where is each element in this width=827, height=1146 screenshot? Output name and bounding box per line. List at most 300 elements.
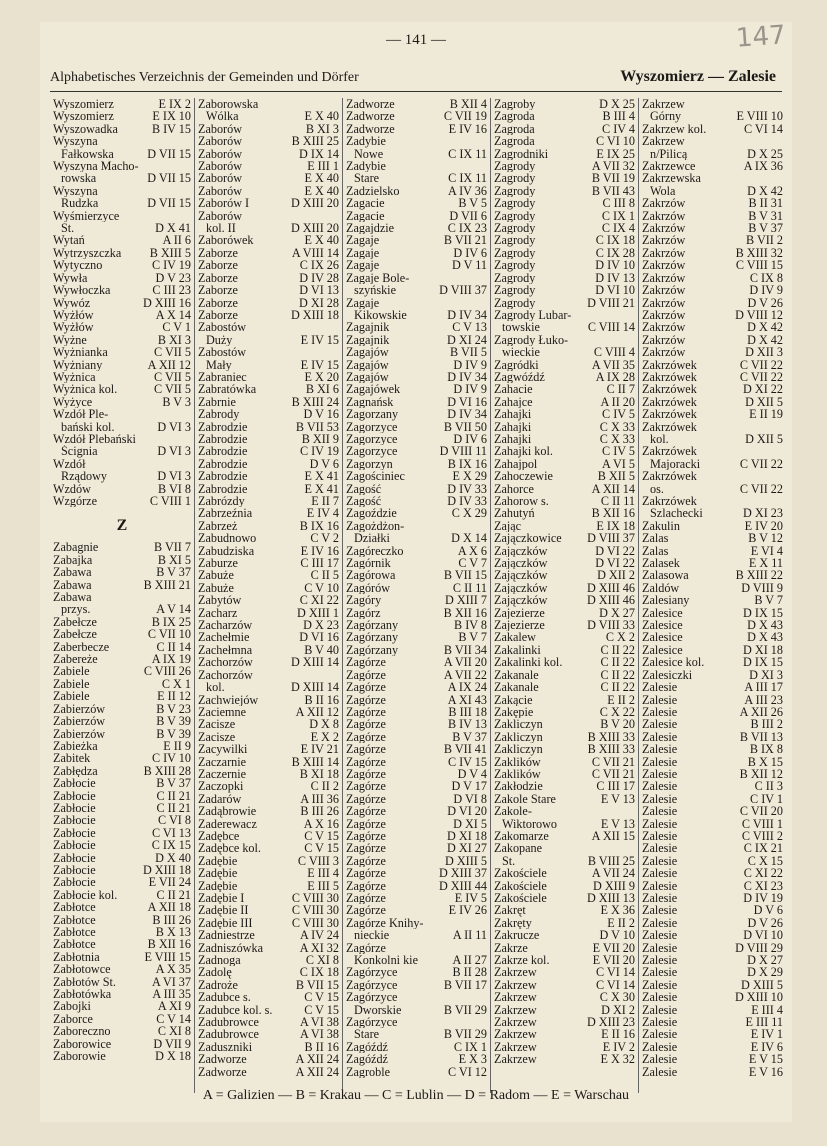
place-name: Zagórze (346, 668, 386, 682)
index-entry (53, 148, 191, 160)
map-code: C VIII 2 (741, 828, 783, 843)
place-name: Zagórzyce (346, 1016, 398, 1029)
index-entry (346, 842, 487, 854)
map-code: D V 17 (451, 779, 487, 794)
place-name: Zakościele (494, 867, 547, 880)
place-name: Zagórze (346, 817, 386, 830)
index-entry (494, 259, 635, 271)
place-name: Wzdół Plebański (53, 432, 136, 446)
place-name: Zakościele (494, 879, 547, 892)
place-name: Zakrzew (494, 1053, 537, 1066)
map-code: D IV 9 (453, 382, 487, 397)
place-name: Zabiele (53, 665, 90, 678)
map-code: B XIII 28 (143, 763, 191, 778)
place-name: Zagóźdź (346, 1053, 388, 1066)
index-entry (494, 408, 635, 420)
place-name: Zadębie (198, 879, 238, 892)
map-code: A IX 28 (595, 369, 635, 384)
index-entry (198, 929, 339, 941)
place-name: Zagaje Bole- (346, 271, 410, 285)
map-code: D VI 3 (157, 469, 191, 484)
place-name: Zabłotce (53, 926, 96, 939)
map-code: D V 11 (452, 258, 487, 273)
index-entry (494, 110, 635, 122)
map-code: D VI 8 (453, 791, 487, 806)
place-name: Zagórze (346, 693, 386, 706)
map-code: D X 25 (599, 97, 635, 111)
place-name: Zalasek (642, 557, 680, 570)
map-code: C VII 21 (591, 754, 635, 769)
map-code: A VII 35 (591, 357, 635, 372)
index-entry (53, 234, 191, 246)
map-code: C IV 4 (602, 121, 635, 136)
map-code: D IV 6 (453, 431, 487, 446)
index-entry (53, 470, 191, 482)
place-name: Zalesie (642, 718, 678, 731)
map-code: D VIII 37 (439, 283, 487, 298)
place-name: Zakrzówek (642, 408, 697, 421)
map-code: C VIII 26 (143, 664, 191, 679)
map-code: C III 23 (152, 283, 191, 298)
map-code: B VII 2 (745, 233, 783, 248)
place-name: Zahorow s. (494, 495, 549, 508)
map-code: D X 43 (747, 618, 783, 633)
map-code: B V 3 (162, 394, 191, 409)
place-name: Zalasowa (642, 569, 689, 582)
place-name: Zakomarze (494, 829, 549, 843)
map-code: D X 27 (747, 953, 783, 968)
place-name: Zadębie (198, 867, 238, 880)
index-entry (53, 752, 191, 764)
map-code: B II 16 (304, 1039, 339, 1054)
map-code: D VIII 9 (741, 580, 783, 595)
map-code: B III 4 (602, 109, 635, 124)
place-name: Zacywilki (198, 743, 248, 756)
map-code: B X 13 (155, 925, 191, 939)
index-entry (642, 284, 783, 296)
map-code: C VII 22 (739, 481, 783, 496)
place-name: Zabawa (53, 566, 92, 579)
map-code: D XIII 46 (586, 593, 635, 608)
place-name: Zalesiczki (642, 668, 693, 682)
index-entry (494, 507, 635, 519)
map-code: D VI 10 (743, 928, 783, 943)
map-code: E X 20 (304, 369, 339, 384)
place-name: Zalesie (642, 954, 678, 967)
map-code: D XII 3 (745, 345, 783, 360)
place-name: Zagrody (494, 296, 536, 309)
map-code: D IV 19 (743, 891, 783, 905)
place-name: Zalas (642, 544, 669, 558)
map-code: B XIII 32 (735, 245, 783, 260)
map-code: C II 14 (156, 639, 191, 654)
place-name: Zadolę (198, 966, 232, 979)
place-name: Zagacie (346, 197, 385, 210)
index-entry (494, 445, 635, 457)
map-code: A VI 37 (151, 974, 191, 989)
map-code: B VII 29 (443, 1002, 487, 1017)
place-name: Zabudziska (198, 544, 255, 558)
place-name: Zakrze kol. (494, 954, 550, 967)
map-code: B V 39 (156, 726, 191, 741)
map-code: A IX 36 (743, 159, 783, 174)
index-entry (198, 656, 339, 668)
map-code: A III 36 (300, 791, 339, 806)
map-code: E X 41 (304, 481, 339, 496)
index-entry (53, 135, 191, 147)
place-name: Zadworze (346, 110, 395, 123)
document-page (40, 22, 792, 1122)
place-name: Zagroby (494, 98, 536, 111)
place-name: Zagaje (346, 259, 380, 272)
map-code: D XII 5 (745, 394, 783, 409)
map-code: C V 10 (304, 580, 339, 595)
index-entry (53, 628, 191, 640)
place-name: Zabłocie (53, 876, 96, 889)
map-code: B V 37 (748, 221, 783, 236)
index-entry (642, 234, 783, 246)
range-title: Wyszomierz — Zalesie (620, 68, 776, 85)
place-name: Zaborów (198, 172, 242, 185)
place-name: Zakalew (494, 631, 536, 644)
map-code: B XIII 14 (291, 754, 339, 769)
map-code: A VI 38 (299, 1015, 339, 1030)
place-name: Zakrzówek (642, 383, 697, 396)
map-code: B XII 12 (739, 766, 783, 781)
map-code: B V 7 (754, 593, 783, 608)
place-name: Zakrzów (642, 234, 686, 247)
map-code: C II 22 (600, 667, 635, 682)
map-code: A XII 12 (147, 357, 191, 372)
index-entry (198, 259, 339, 271)
place-name: Zakrzów (642, 321, 686, 334)
place-name: Zagaje (346, 246, 380, 260)
place-name: Zakrzówek (642, 395, 697, 409)
place-name: Zakrzów (642, 271, 686, 285)
place-name: Zabrzeż (198, 519, 238, 533)
map-code: C V 15 (304, 1002, 339, 1017)
place-name: Zagórze (346, 718, 386, 731)
place-name: Zagorzyce (346, 445, 398, 458)
map-code: C IX 4 (601, 221, 635, 236)
index-entry (642, 1028, 783, 1040)
place-name: Zabełcze (53, 615, 97, 629)
index-entry (346, 904, 487, 916)
index-entry (53, 284, 191, 296)
place-name: Zaduszniki (198, 1040, 253, 1054)
map-code: D XIII 10 (734, 990, 783, 1005)
map-code: B VII 17 (443, 977, 487, 992)
index-entry (346, 532, 487, 544)
place-name: Zagórze (346, 743, 386, 756)
place-name: Zadworze (346, 122, 395, 136)
map-code: E II 9 (163, 738, 191, 753)
place-name: Zagrody (494, 160, 536, 173)
place-name: Zagrody (494, 284, 536, 297)
place-name: Zakrzew (494, 978, 537, 992)
index-entry (198, 594, 339, 606)
place-name: Zagroble (346, 1065, 390, 1079)
place-name: towskie (502, 321, 540, 334)
index-entry (494, 569, 635, 581)
place-name: Zadniestrze (198, 929, 255, 942)
index-entry (494, 321, 635, 333)
map-code: B XII 5 (597, 469, 635, 484)
place-name: Zagórze Knihy- (346, 916, 424, 930)
map-code: D IX 15 (743, 605, 783, 620)
index-entry (642, 532, 783, 544)
map-code: E III 5 (307, 878, 339, 893)
index-entry (642, 433, 783, 445)
place-name: Zajączków (494, 557, 548, 570)
map-code: D VI 22 (595, 556, 635, 571)
index-entry (53, 445, 191, 457)
place-name: Wytyczno (53, 259, 103, 272)
place-name: Zadniszówka (198, 941, 263, 955)
place-name: Zalesie (642, 842, 678, 855)
index-entry (494, 929, 635, 941)
index-entry (494, 284, 635, 296)
place-name: Zadzielsko (346, 184, 400, 198)
index-entry (346, 172, 487, 184)
place-name: Zagórze (346, 730, 386, 744)
map-code: C X 2 (605, 630, 635, 645)
index-entry (198, 743, 339, 755)
place-name: Zagórnik (346, 557, 391, 570)
place-name: Zakrzówek (642, 495, 697, 508)
place-name: Zakliczyn (494, 743, 543, 756)
index-entry (642, 718, 783, 730)
place-name: Mały (206, 358, 232, 371)
place-name: Zagoździe (346, 507, 397, 520)
place-name: Zagaje (346, 234, 380, 247)
index-entry (53, 579, 191, 591)
index-entry (53, 1050, 191, 1062)
map-code: C VIII 1 (741, 816, 783, 831)
map-code: D VIII 33 (587, 618, 635, 633)
map-code: D XI 2 (601, 1002, 635, 1017)
index-entry (198, 631, 339, 643)
place-name: Zabiele (53, 677, 90, 691)
index-entry (53, 901, 191, 913)
map-code: D X 18 (155, 1049, 191, 1064)
place-name: Zakrzewce (642, 160, 696, 173)
map-code: C VII 22 (739, 456, 783, 471)
map-code: B VII 41 (443, 742, 487, 757)
place-name: Zakłodzie (494, 780, 543, 793)
place-name: Zahajki kol. (494, 445, 553, 458)
place-name: Zabudnowo (198, 532, 257, 545)
place-name: Zakrzów (642, 284, 686, 297)
map-code: D XI 3 (749, 667, 783, 682)
map-code: C IX 15 (151, 838, 191, 853)
place-name: Zakościele (494, 892, 547, 905)
place-name: Zalas (642, 532, 669, 545)
index-entry (53, 715, 191, 727)
index-entry (346, 123, 487, 135)
map-code: C X 15 (747, 853, 783, 868)
map-code: A IX 24 (447, 680, 487, 695)
index-entry (198, 805, 339, 817)
place-name: Wywóz (53, 296, 91, 309)
map-code: C VIII 30 (291, 891, 339, 905)
place-name: Wyszyna Macho- (53, 160, 139, 173)
map-code: D X 29 (747, 965, 783, 980)
map-code: C IX 11 (448, 146, 487, 161)
map-code: D XIII 37 (438, 866, 487, 881)
index-entry (494, 991, 635, 1003)
index-entry (198, 445, 339, 457)
place-name: Zaborze (198, 246, 238, 260)
map-code: E II 19 (749, 407, 783, 422)
place-name: Zalesie (642, 829, 678, 843)
index-entry (346, 1066, 487, 1078)
place-name: Zadubce kol. s. (198, 1003, 273, 1017)
map-code: E X 36 (600, 903, 635, 918)
place-name: Zagórze (346, 879, 386, 892)
map-code: D V 10 (599, 928, 635, 943)
place-name: Zakrzówek (642, 445, 697, 458)
map-code: B VII 15 (295, 977, 339, 992)
map-code: B IV 8 (454, 618, 487, 633)
place-name: Zagajówek (346, 383, 401, 396)
place-name: Zachorzów (198, 656, 253, 669)
map-code: E IV 6 (750, 1039, 783, 1054)
place-name: St. (502, 854, 516, 868)
map-code: B XII 16 (443, 605, 487, 620)
place-name: Zachełmie (198, 631, 250, 644)
place-name: Zakręt (494, 904, 526, 917)
region-legend: A = Galizien — B = Krakau — C = Lublin — D = Radom — E = Warschau (202, 1088, 630, 1103)
place-name: Zalesie (642, 1040, 678, 1054)
map-code: D V 6 (309, 456, 339, 471)
place-name: Wytrzyszczka (53, 246, 122, 260)
place-name: Zagórze (346, 867, 386, 880)
place-name: Zagórze (346, 904, 386, 917)
place-name: Zagrody (494, 259, 536, 272)
map-code: C VII 5 (153, 369, 191, 384)
place-name: Zagajnik (346, 321, 390, 334)
map-code: C IV 1 (750, 791, 783, 806)
place-name: bański kol. (61, 420, 115, 433)
place-name: Wólka (206, 110, 239, 123)
map-code: C XI 8 (157, 1024, 191, 1039)
place-name: Konkolni kie (354, 954, 418, 967)
map-code: B IX 16 (299, 518, 339, 533)
place-name: Zagórzany (346, 643, 399, 657)
map-code: D VIII 37 (587, 531, 635, 546)
map-code: B XI 6 (305, 382, 339, 397)
map-code: B II 31 (748, 196, 783, 211)
place-name: Zaciemne (198, 705, 247, 719)
place-name: Zając (494, 519, 522, 533)
index-entry (642, 991, 783, 1003)
place-name: Zadybie (346, 135, 386, 148)
index-entry (642, 867, 783, 879)
map-code: D XIII 14 (290, 680, 339, 695)
map-code: C VII 20 (739, 804, 783, 819)
place-name: Zagrody Lubar- (494, 308, 572, 322)
map-code: D IV 28 (299, 270, 339, 285)
place-name: Zadubrowce (198, 1028, 259, 1041)
map-code: C VII 5 (153, 345, 191, 360)
place-name: Kikowskie (354, 308, 407, 322)
index-entry (642, 458, 783, 470)
place-name: Zabrodzie (198, 432, 248, 446)
place-name: Zahoczewie (494, 470, 553, 483)
map-code: E V 13 (600, 791, 635, 806)
index-entry (346, 445, 487, 457)
map-code: A X 6 (457, 543, 487, 558)
place-name: Zahajpol (494, 457, 538, 471)
map-code: A II 11 (452, 928, 487, 943)
map-code: C VIII 30 (291, 903, 339, 918)
place-name: Zaborze (198, 284, 238, 297)
place-name: Zakrzów (642, 346, 686, 359)
map-code: C XI 22 (299, 593, 339, 608)
place-name: Zalesie (642, 867, 678, 880)
place-name: Zalesiany (642, 594, 690, 607)
index-entry (53, 321, 191, 333)
index-entry (198, 135, 339, 147)
place-name: Zagórowa (346, 569, 396, 582)
map-code: D VI 20 (447, 804, 487, 819)
map-code: D V 4 (457, 766, 487, 781)
map-code: C VIII 30 (291, 915, 339, 930)
place-name: Zacisze (198, 730, 236, 744)
place-name: Zaderewacz (198, 817, 257, 830)
place-name: Zalesie (642, 1053, 678, 1066)
place-name: Zakrzew (642, 98, 685, 111)
place-name: Zakanale (494, 668, 539, 682)
place-name: Zabajka (53, 553, 93, 567)
place-name: Zalesie (642, 904, 678, 917)
map-code: E IV 2 (602, 1039, 635, 1054)
place-name: Zagorzyn (346, 457, 393, 471)
place-name: Zakalinki kol. (494, 656, 563, 669)
index-entry (494, 966, 635, 978)
map-code: E IV 16 (300, 543, 339, 558)
map-code: C IV 19 (151, 258, 191, 273)
map-code: C II 3 (754, 779, 783, 794)
map-code: D IV 33 (447, 494, 487, 508)
place-name: Zagorzyce (346, 420, 398, 433)
map-code: A XII 24 (295, 1064, 339, 1079)
map-code: D XIII 16 (142, 295, 191, 310)
place-name: Zabłocie (53, 826, 96, 840)
map-code: C IX 11 (448, 171, 487, 186)
index-entry (642, 321, 783, 333)
place-name: Zahajki (494, 420, 532, 433)
index-entry (642, 966, 783, 978)
index-entry (642, 1066, 783, 1078)
place-name: Zakole- (494, 805, 532, 818)
place-name: Zagaje (346, 296, 380, 309)
place-name: Zalesie (642, 805, 678, 818)
map-code: B II 16 (304, 692, 339, 707)
place-name: Zabitek (53, 752, 91, 765)
place-name: Zadębie I (198, 892, 245, 905)
index-entry (198, 383, 339, 395)
place-name: Zadnoga (198, 954, 241, 967)
index-entry (346, 507, 487, 519)
map-code: B III 18 (448, 704, 487, 719)
map-code: A III 17 (744, 680, 783, 695)
place-name: Zalesie (642, 991, 678, 1004)
place-name: Zalesice (642, 606, 683, 620)
place-name: Zagórze (346, 792, 386, 806)
index-entry (494, 631, 635, 643)
